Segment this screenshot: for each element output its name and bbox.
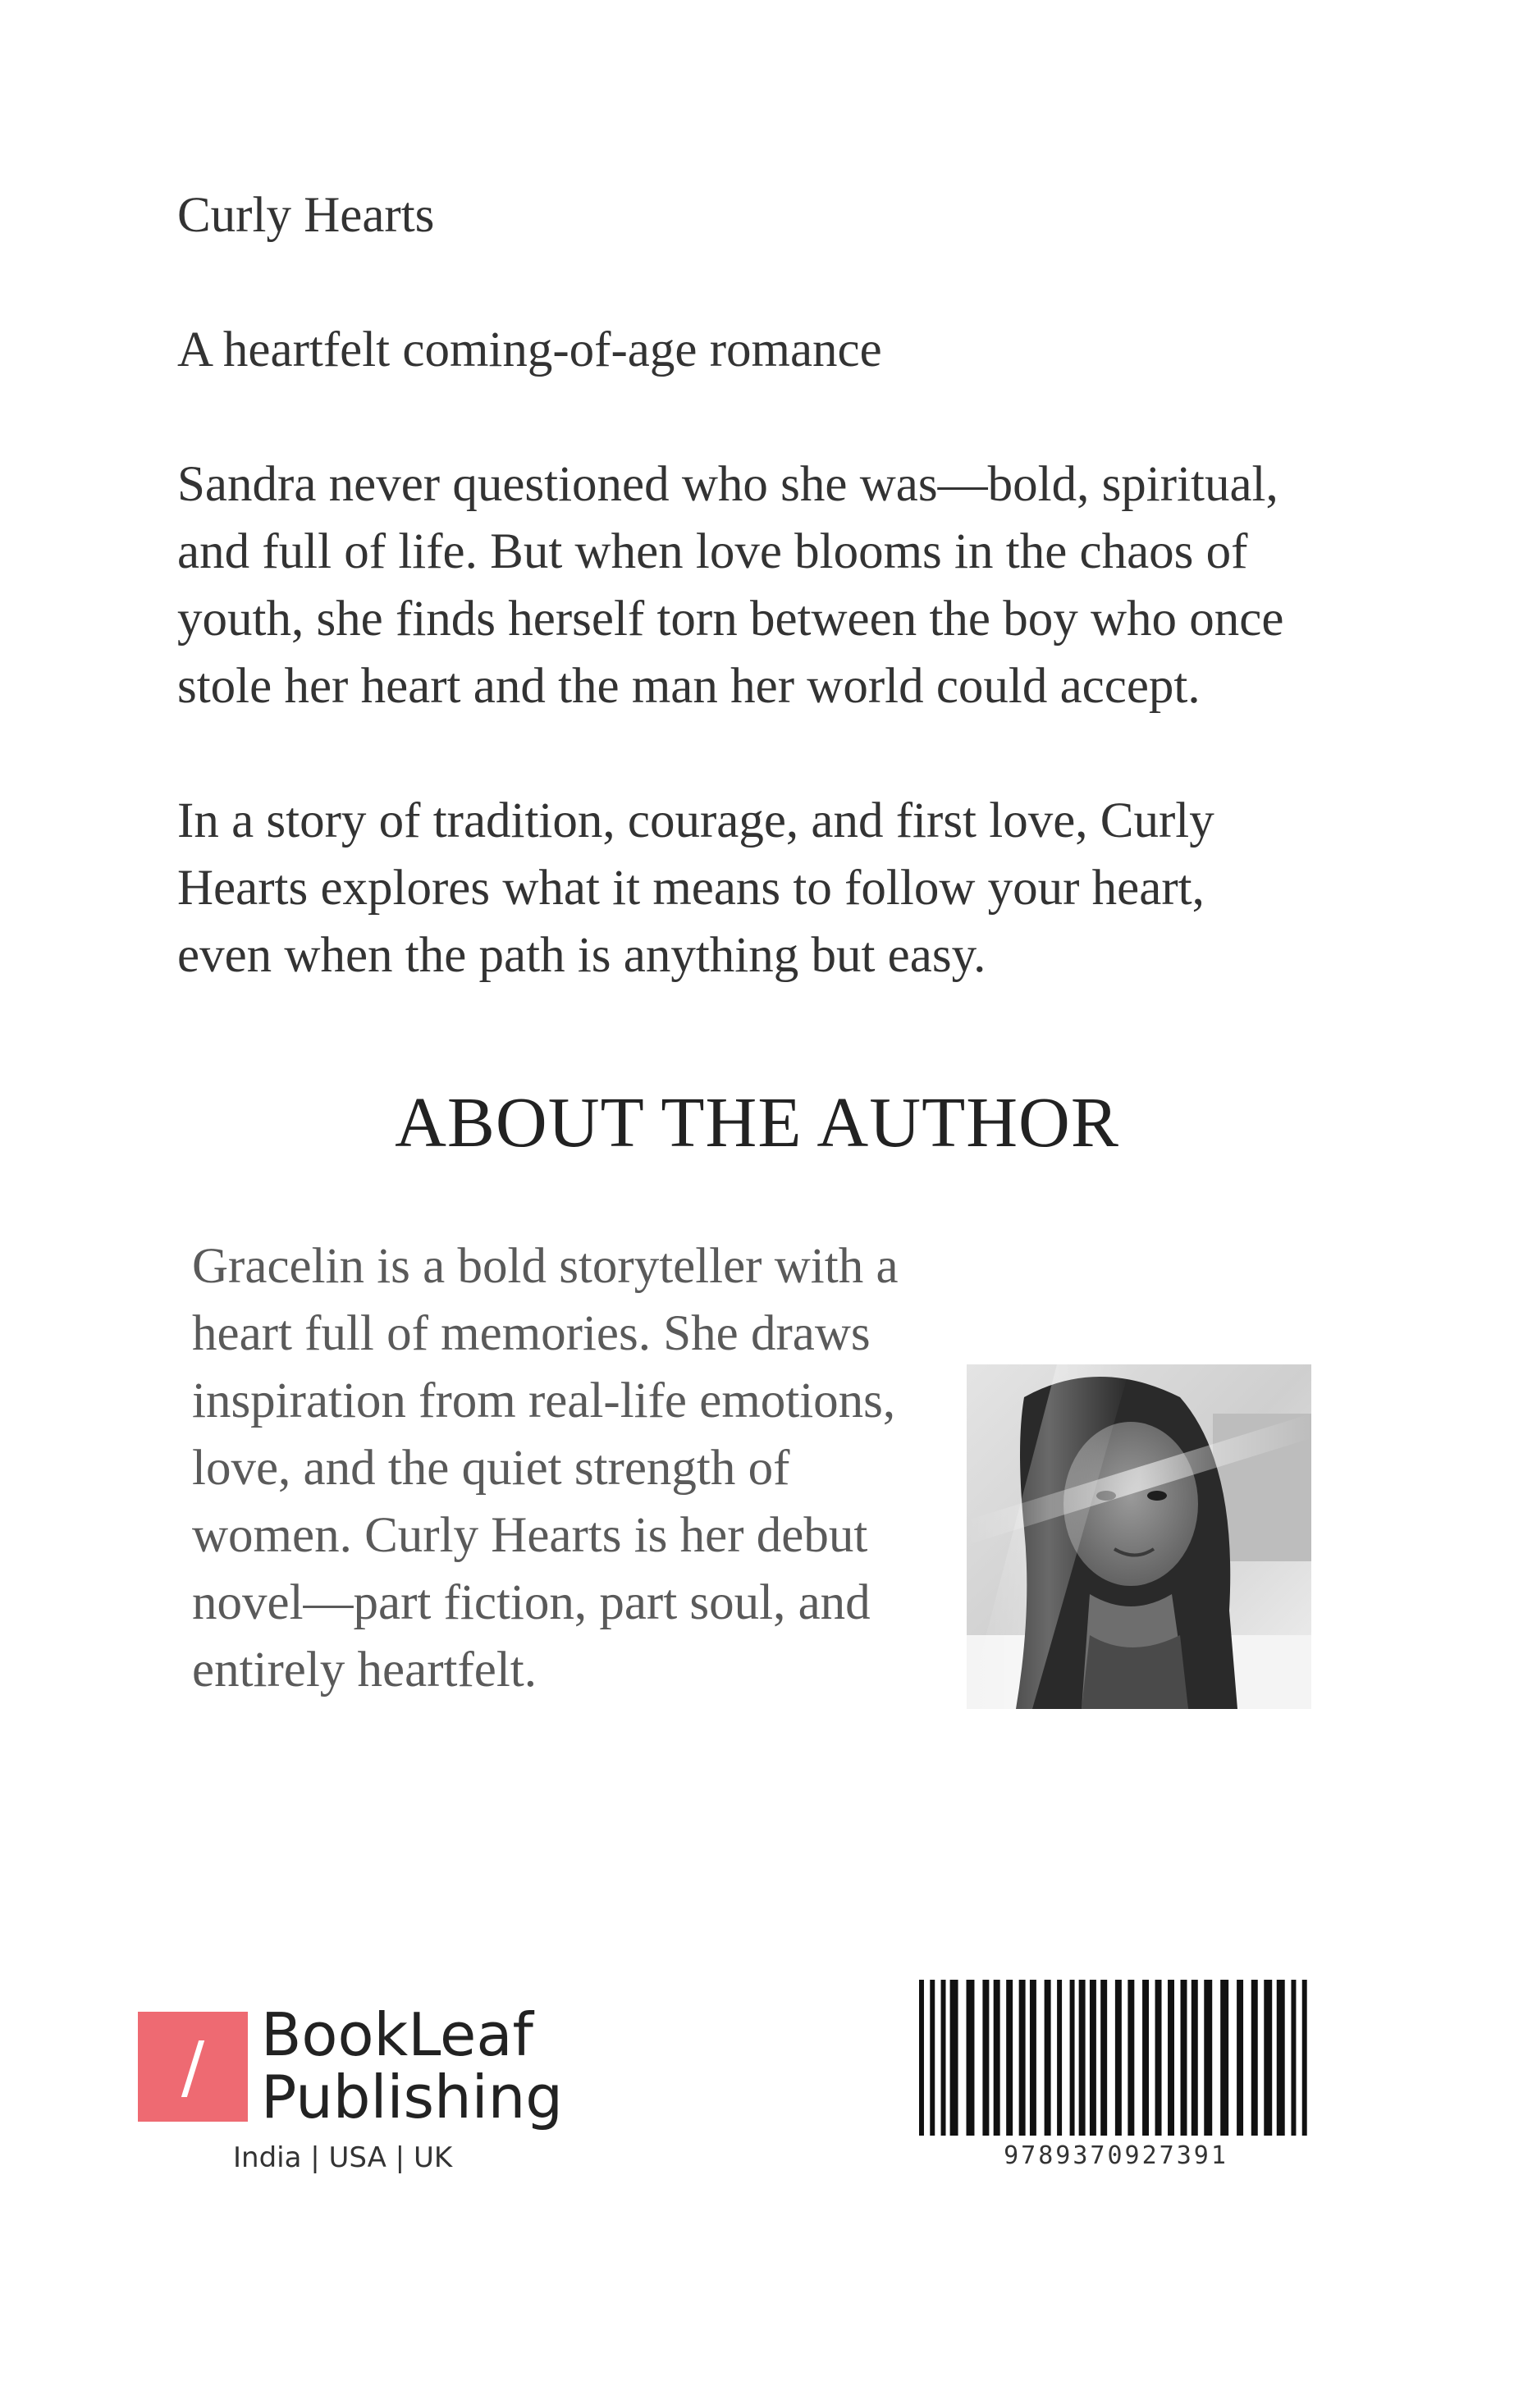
barcode-bar bbox=[1030, 1980, 1036, 2136]
barcode-bar bbox=[1090, 1980, 1096, 2136]
barcode-bar bbox=[1127, 1980, 1134, 2136]
about-author-heading: ABOUT THE AUTHOR bbox=[395, 1082, 1119, 1162]
author-photo bbox=[967, 1364, 1311, 1709]
barcode-bar bbox=[1142, 1980, 1149, 2136]
tagline: A heartfelt coming-of-age romance bbox=[177, 322, 882, 377]
barcode bbox=[919, 1980, 1313, 2136]
barcode-bar bbox=[950, 1980, 958, 2136]
barcode-graphic bbox=[919, 1980, 1313, 2136]
barcode-bar bbox=[1204, 1980, 1212, 2136]
blurb-paragraph: Sandra never questioned who she was—bold, spiritual, and full of life. But when love blooms in the chaos of youth, she finds herself torn between the boy who once stole her heart and the man her world could accept. bbox=[177, 457, 1284, 714]
barcode-bar bbox=[1181, 1980, 1187, 2136]
barcode-bar bbox=[1006, 1980, 1013, 2136]
barcode-bar bbox=[967, 1980, 975, 2136]
barcode-bar bbox=[1277, 1980, 1285, 2136]
barcode-bar bbox=[1168, 1980, 1174, 2136]
blurb-paragraph: In a story of tradition, courage, and first love, Curly Hearts explores what it means to follow your heart, even when the path is anything but easy. bbox=[177, 793, 1214, 983]
isbn-number: 9789370927391 bbox=[1004, 2141, 1228, 2170]
barcode-bar bbox=[1057, 1980, 1062, 2136]
barcode-bar bbox=[1251, 1980, 1258, 2136]
barcode-bar bbox=[1100, 1980, 1107, 2136]
barcode-bar bbox=[1220, 1980, 1228, 2136]
barcode-bar bbox=[1045, 1980, 1051, 2136]
barcode-bar bbox=[1192, 1980, 1198, 2136]
barcode-bar bbox=[1302, 1980, 1307, 2136]
publisher-regions: India | USA | UK bbox=[233, 2141, 453, 2174]
author-bio: Gracelin is a bold storyteller with a heart full of memories. She draws inspiration from real-life emotions, love, and the quiet strength of women. Curly Hearts is her debut novel—part fiction, part soul, and entirely heartfelt. bbox=[192, 1239, 899, 1697]
publisher-logo bbox=[138, 2000, 563, 2133]
publisher-name: BookLeaf Publishing bbox=[261, 2000, 563, 2132]
barcode-bar bbox=[1070, 1980, 1075, 2136]
book-title: Curly Hearts bbox=[177, 188, 435, 243]
barcode-bar bbox=[982, 1980, 989, 2136]
barcode-bar bbox=[941, 1980, 946, 2136]
barcode-bar bbox=[1155, 1980, 1162, 2136]
barcode-bar bbox=[1019, 1980, 1026, 2136]
barcode-bar bbox=[1237, 1980, 1243, 2136]
barcode-bar bbox=[919, 1980, 924, 2136]
barcode-bar bbox=[1291, 1980, 1296, 2136]
barcode-bar bbox=[1115, 1980, 1122, 2136]
barcode-bar bbox=[994, 1980, 1000, 2136]
back-cover-blurb bbox=[177, 182, 1342, 1057]
barcode-bar bbox=[1079, 1980, 1086, 2136]
logo-slash-icon: / bbox=[181, 2026, 205, 2107]
barcode-bar bbox=[1264, 1980, 1272, 2136]
logo-mark bbox=[138, 2012, 248, 2122]
barcode-bar bbox=[930, 1980, 935, 2136]
